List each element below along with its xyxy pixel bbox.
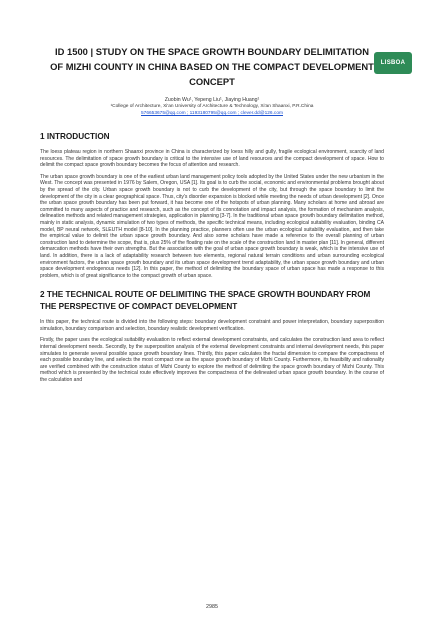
section-heading-introduction: 1 INTRODUCTION [40, 132, 110, 141]
author-list: Zuobin Wu¹, Yepeng Liu¹, Jiaying Huang¹ [164, 97, 260, 103]
paragraph: In this paper, the technical route is divided into the following steps: boundary development constraint and power interpretation, boundary superposition simulation, boundary comparison and selection, boundary realistic development verification. [40, 319, 384, 332]
section-heading-technical-route: 2 THE TECHNICAL ROUTE OF DELIMITING THE SPACE GROWTH BOUNDARY FROM THE PERSPECTIVE OF COMPACT DEVELOPMENT [40, 290, 371, 312]
paragraph: The urban space growth boundary is one of the earliest urban land management policy tools adopted by the United States under the new urbanism in the West. The concept was presented in 1976 by Salem, Oregon, USA [1]. Its goal is to curb the social, economic and environmental problems brought about by the spread of the city. Urban space growth boundary is not to curb the development of the city, but through the space boundary to limit the development of the city in a clear geographical space. Thus, city's disorder expansion is blocked while meeting the needs of urban development [2]. Once the urban space growth boundary has been put forward, it has become one of the hotspots of urban planning. Many scholars at home and abroad are committed to many aspects of practice and research, such as the concept of its connotation and impact analysis, the formation of mechanism analysis, delineation methods and related management strategies, application in planning [3-7]. In the traditional urban space growth boundary delimitation method, mainly in static analysis, dynamic simulation of two types of methods, the specific technical means, including ecological suitability evaluation, binding CA model, BP neural network, SLEUTH model [8-10]. In the planning practice, planners often use the urban ecological suitability evaluation, and then take the empirical value to delimit the urban space growth boundary. And also some scholars have made a reference to the overall planning of urban construction land to determine the scope, that is, plus 25% of the floating rate on the scale of the construction land in master plan [11]. In general, different demarcation methods have their own strengths. But the association with the goal of urban space growth boundary is weak, which is the intensive use of land. In addition, there is a lack of adaptability research between two elements, regional natural terrain conditions and urban surrounding ecological environment factors, the urban space growth boundary and its urban space development trend adaptability, the urban space growth boundary and urban space development endogenous needs [12]. In this paper, the method of delimiting the boundary space of urban space has made a response to this problem, which is of great significance to the compact growth of urban space. [40, 173, 384, 279]
author-affiliation: ¹College of Architecture, Xi'an University of Architecture & Technology, Xi'an Shaanxi, P.R.China [110, 104, 314, 109]
paper-page [0, 44, 424, 644]
logo-text: LISBOA [380, 60, 406, 66]
paragraph: Firstly, the paper uses the ecological suitability evaluation to reflect external development constraints, and calculates the construction land area to reflect internal development needs. Secondly, by the superposition analysis of the external development constraints and internal development needs, this paper simulates to generate several possible space growth boundary lines. Thirdly, this paper calculates the fractal dimension to compare the compactness of each possible boundary line, and selects the most compact one as the space growth boundary of Mizhi County. Furthermore, its feasibility and rationality are verified combined with the construction status of Mizhi County to explore the method of delimiting the space growth boundary of Mizhi County. This method which is presented by the technical route effectively improves the compactness of the delineated urban space growth boundary. In the course of the calculation and [40, 337, 384, 384]
page-number: 2985 [206, 604, 218, 610]
author-emails[interactable]: 576653675@qq.com ; 1193180795@qq.com ; clever.dd@126.com [141, 110, 283, 116]
paragraph: The loess plateau region in northern Shaanxi province in China is characterized by loess hilly and gully, fragile ecological environment, scarcity of land resources. The delimitation of space growth boundary is critical to the intensive use of land resources and the compact development of space. How to delimit the compact space growth boundary becomes the focus of attention and research. [40, 149, 384, 169]
conference-logo [374, 52, 412, 74]
paper-title: ID 1500 | STUDY ON THE SPACE GROWTH BOUNDARY DELIMITATION OF MIZHI COUNTY IN CHINA BASED ON THE COMPACT DEVELOPMENT CONCEPT [50, 46, 374, 87]
